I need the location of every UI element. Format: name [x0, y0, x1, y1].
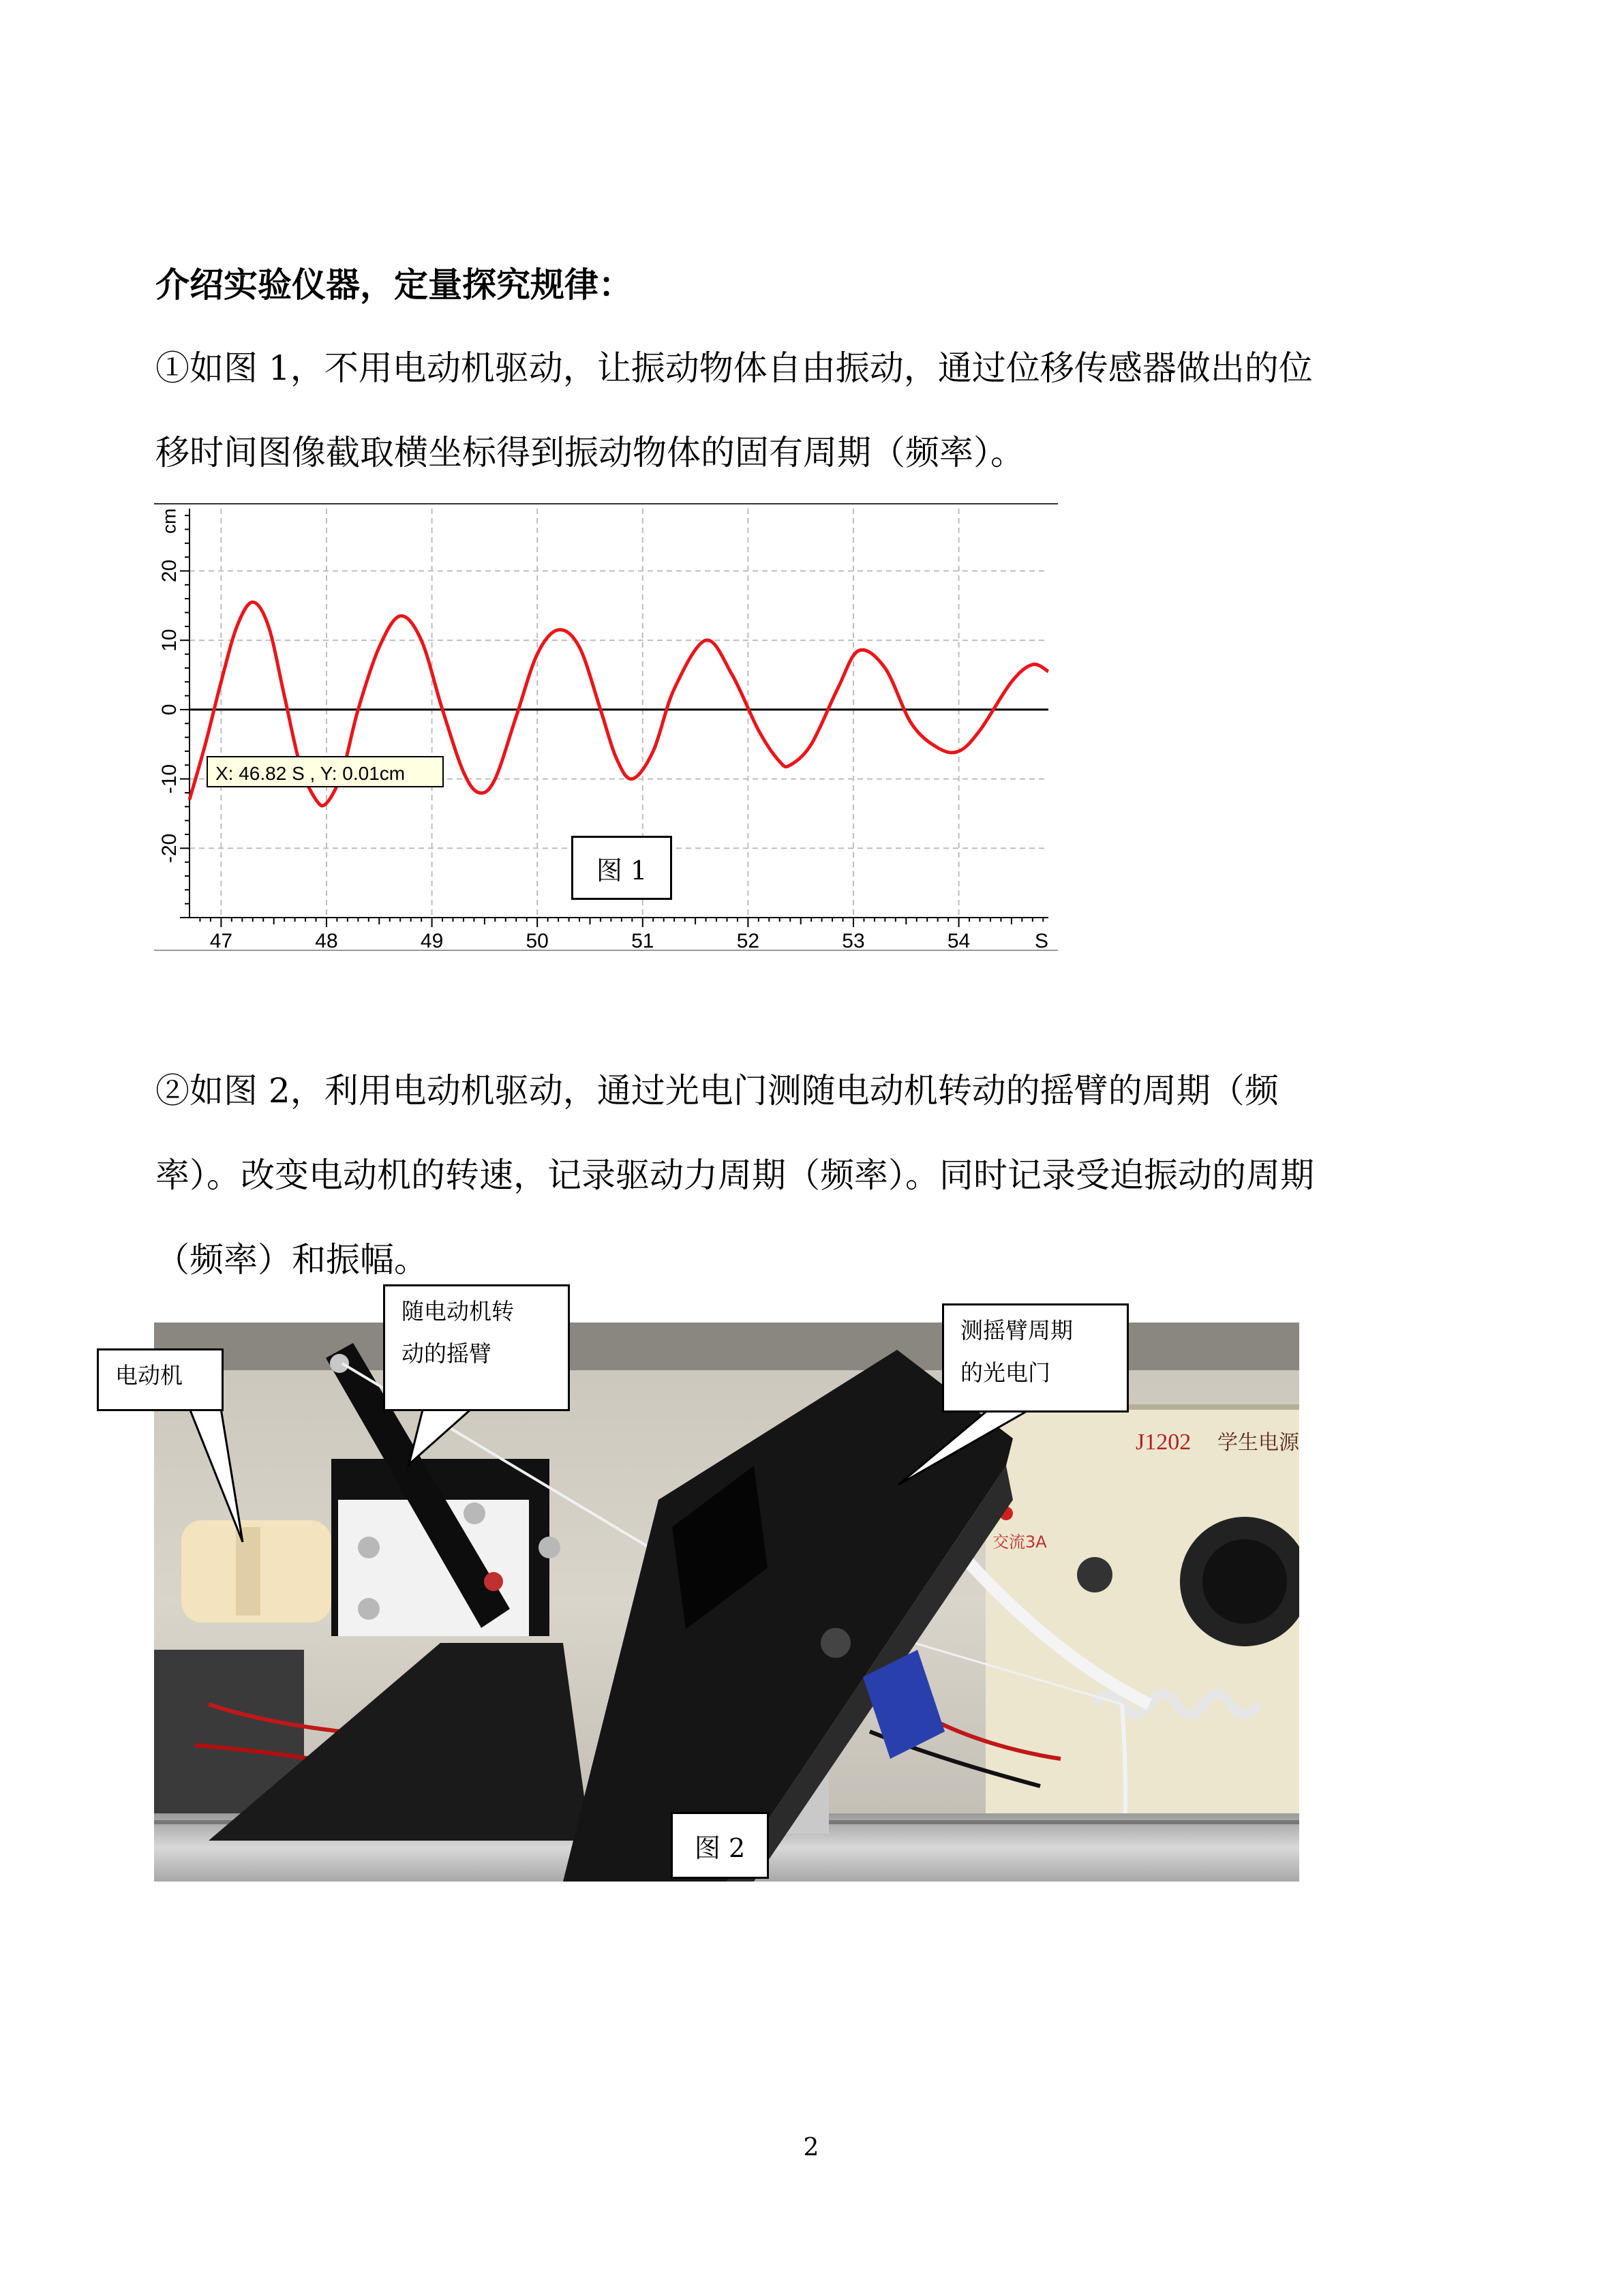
- figure1-label: 图 1: [571, 836, 672, 900]
- x-tick-label: 47: [209, 930, 233, 952]
- x-tick-label: 52: [736, 930, 760, 952]
- callout-arm-line2: 动的摇臂: [401, 1340, 491, 1367]
- paragraph2-line2: 率）。改变电动机的转速，记录驱动力周期（频率）。同时记录受迫振动的周期: [155, 1155, 1314, 1195]
- paragraph2-line3: （频率）和振幅。: [155, 1240, 428, 1280]
- y-tick-label: -20: [157, 833, 181, 863]
- y-tick-label: 10: [157, 629, 181, 652]
- tooltip-text: X: 46.82 S , Y: 0.01cm: [215, 763, 406, 784]
- ac-label-text: 交流3A: [992, 1532, 1047, 1552]
- y-tick-label: 0: [157, 704, 181, 716]
- callout-motor-text: 电动机: [115, 1362, 183, 1389]
- power-name-text: 学生电源: [1217, 1431, 1299, 1455]
- callout-gate-line2: 的光电门: [960, 1359, 1050, 1386]
- page-number: 2: [803, 2134, 819, 2162]
- callout-gate-line1: 测摇臂周期: [960, 1317, 1073, 1344]
- x-tick-label: 53: [842, 930, 865, 952]
- callout-motor: [97, 1348, 224, 1411]
- x-tick-label: 48: [315, 930, 338, 952]
- y-tick-label: 20: [157, 559, 181, 583]
- x-tick-label: 51: [631, 930, 654, 952]
- x-tick-label: 50: [526, 930, 549, 952]
- paragraph2-line1: ②如图 2，利用电动机驱动，通过光电门测随电动机转动的摇臂的周期（频: [155, 1071, 1279, 1111]
- y-tick-label: -10: [157, 764, 181, 794]
- y-axis-unit: cm: [158, 508, 180, 534]
- section-heading: 介绍实验仪器，定量探究规律：: [155, 265, 633, 305]
- x-tick-label: S: [1034, 930, 1049, 952]
- paragraph1-line1: ①如图 1，不用电动机驱动，让振动物体自由振动，通过位移传感器做出的位: [155, 348, 1313, 388]
- callout-arm-line1: 随电动机转: [401, 1298, 514, 1325]
- callout-photogate: [942, 1303, 1129, 1413]
- x-tick-label: 49: [420, 930, 444, 952]
- figure2-label: 图 2: [671, 1812, 769, 1879]
- power-model-text: J1202: [1136, 1430, 1192, 1455]
- x-tick-label: 54: [947, 930, 971, 952]
- callout-arm: [383, 1284, 570, 1411]
- paragraph1-line2: 移时间图像截取横坐标得到振动物体的固有周期（频率）。: [155, 433, 1025, 472]
- chart-tooltip: [207, 757, 443, 787]
